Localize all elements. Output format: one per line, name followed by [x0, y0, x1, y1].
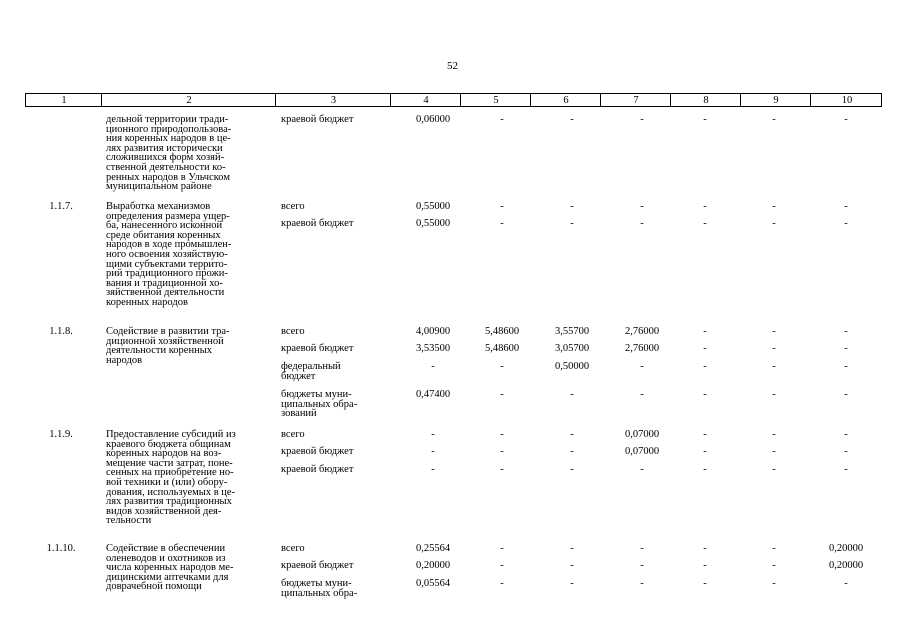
event-description-line: щими субъектами террито-	[106, 258, 228, 270]
event-description-line: тельности	[106, 515, 152, 527]
funding-value: -	[703, 389, 707, 400]
column-header-5: 5	[460, 94, 531, 106]
funding-value: -	[772, 464, 776, 475]
funding-value: -	[431, 429, 435, 440]
funding-value: -	[500, 543, 504, 554]
funding-value: -	[772, 578, 776, 589]
funding-source: бюджет	[281, 370, 316, 382]
funding-value: -	[570, 578, 574, 589]
funding-value: -	[640, 543, 644, 554]
event-description-line: оленеводов и охотников из	[106, 552, 226, 564]
funding-value: -	[570, 218, 574, 229]
funding-value: -	[703, 446, 707, 457]
funding-value: -	[772, 343, 776, 354]
funding-value: 0,07000	[624, 446, 660, 457]
funding-value: -	[570, 389, 574, 400]
event-description-line: доврачебной помощи	[106, 581, 202, 593]
funding-value: -	[570, 429, 574, 440]
funding-source: краевой бюджет	[281, 343, 354, 354]
funding-value: -	[844, 201, 848, 212]
funding-value: -	[640, 389, 644, 400]
funding-value: -	[500, 446, 504, 457]
event-description-line: коренных народов на воз-	[106, 448, 222, 460]
funding-value: -	[570, 464, 574, 475]
funding-value: 4,00900	[415, 326, 451, 337]
funding-value: 3,55700	[554, 326, 590, 337]
funding-value: -	[844, 464, 848, 475]
event-description-line: определения размера ущер-	[106, 210, 230, 222]
funding-source: краевой бюджет	[281, 446, 354, 457]
event-description-line: мещение части затрат, поне-	[106, 457, 233, 469]
funding-source: бюджеты муни-	[281, 389, 352, 400]
funding-value: -	[844, 389, 848, 400]
funding-value: -	[703, 464, 707, 475]
funding-value: -	[500, 429, 504, 440]
event-description-line: видов хозяйственной дея-	[106, 505, 222, 517]
event-description-line: ственной деятельности ко-	[106, 162, 226, 173]
funding-source: всего	[281, 429, 305, 440]
funding-value: -	[570, 560, 574, 571]
funding-value: -	[640, 464, 644, 475]
column-header-7: 7	[600, 94, 671, 106]
funding-value: 3,53500	[415, 343, 451, 354]
funding-source: всего	[281, 201, 305, 212]
funding-value: -	[500, 389, 504, 400]
funding-value: -	[500, 560, 504, 571]
event-description-line: Выработка механизмов	[106, 201, 211, 212]
event-description-line: рий традиционного прожи-	[106, 268, 228, 280]
funding-value: -	[772, 201, 776, 212]
funding-value: 0,47400	[415, 389, 451, 400]
page-number: 52	[447, 60, 458, 72]
event-description-line: сенных на приобретение но-	[106, 467, 234, 479]
funding-value: 0,20000	[828, 543, 864, 554]
event-description-line: зяйственной деятельности	[106, 287, 225, 299]
funding-value: 0,55000	[415, 201, 451, 212]
funding-value: -	[844, 326, 848, 337]
funding-value: -	[500, 201, 504, 212]
funding-value: -	[703, 343, 707, 354]
event-description-line: коренных народов	[106, 297, 188, 308]
event-description-line: Содействие в обеспечении	[106, 543, 226, 554]
funding-value: 3,05700	[554, 343, 590, 354]
funding-value: -	[772, 446, 776, 457]
funding-value: -	[772, 389, 776, 400]
funding-value: -	[844, 114, 848, 125]
funding-value: 2,76000	[624, 343, 660, 354]
funding-value: -	[703, 218, 707, 229]
funding-value: -	[500, 464, 504, 475]
funding-value: -	[772, 560, 776, 571]
funding-value: -	[772, 326, 776, 337]
funding-source: всего	[281, 543, 305, 554]
event-description-line: ного освоения хозяйствую-	[106, 249, 228, 260]
funding-value: -	[844, 343, 848, 354]
event-description-line: диционной хозяйственной	[106, 335, 224, 347]
event-description-line: вой техники и (или) обору-	[106, 477, 228, 488]
event-description-line: краевого бюджета общинам	[106, 438, 231, 450]
funding-value: -	[703, 543, 707, 554]
funding-value: -	[844, 446, 848, 457]
funding-value: -	[703, 201, 707, 212]
funding-value: -	[640, 560, 644, 571]
funding-value: -	[844, 218, 848, 229]
column-header-1: 1	[61, 95, 67, 106]
funding-value: -	[844, 429, 848, 440]
funding-source: краевой бюджет	[281, 560, 354, 571]
event-description-line: сложившихся форм хозяй-	[106, 152, 225, 164]
funding-value: -	[703, 361, 707, 372]
funding-value: -	[640, 201, 644, 212]
funding-source: ципальных обра-	[281, 587, 358, 599]
funding-value: -	[772, 218, 776, 229]
funding-value: -	[640, 578, 644, 589]
event-description-line: ционного природопользова-	[106, 123, 232, 135]
funding-source: ципальных обра-	[281, 398, 358, 410]
funding-value: -	[431, 464, 435, 475]
funding-value: 5,48600	[484, 343, 520, 354]
event-description-line: Предоставление субсидий из	[106, 429, 236, 440]
funding-value: -	[500, 578, 504, 589]
funding-value: -	[703, 429, 707, 440]
event-description-line: среде обитания коренных	[106, 229, 221, 241]
funding-source: краевой бюджет	[281, 464, 354, 475]
funding-value: -	[703, 114, 707, 125]
column-header-3: 3	[275, 94, 391, 106]
funding-value: -	[772, 429, 776, 440]
event-description-line: ренных народов в Ульчском	[106, 171, 230, 183]
funding-source: федеральный	[281, 361, 341, 372]
funding-value: -	[500, 114, 504, 125]
funding-source: краевой бюджет	[281, 114, 354, 125]
event-description-line: Содействие в развитии тра-	[106, 326, 230, 337]
row-number: 1.1.7.	[49, 201, 73, 212]
funding-value: -	[703, 326, 707, 337]
column-header-8: 8	[670, 94, 741, 106]
funding-value: 0,25564	[415, 543, 451, 554]
funding-value: 5,48600	[484, 326, 520, 337]
funding-value: 0,20000	[828, 560, 864, 571]
funding-value: -	[772, 361, 776, 372]
funding-source: всего	[281, 326, 305, 337]
event-description-line: деятельности коренных	[106, 345, 213, 357]
funding-value: -	[570, 446, 574, 457]
funding-value: -	[570, 543, 574, 554]
funding-value: -	[640, 114, 644, 125]
column-header-10: 10	[810, 94, 883, 106]
funding-value: -	[640, 218, 644, 229]
event-description-line: народов в ходе промышлен-	[106, 239, 232, 251]
funding-value: -	[640, 361, 644, 372]
funding-value: 0,07000	[624, 429, 660, 440]
funding-value: -	[500, 361, 504, 372]
funding-value: 0,20000	[415, 560, 451, 571]
event-description-line: народов	[106, 354, 143, 366]
row-number: 1.1.9.	[49, 429, 73, 440]
funding-value: -	[844, 361, 848, 372]
event-description-line: ния коренных народов в це-	[106, 133, 231, 145]
event-description-line: лях развития традиционных	[106, 496, 232, 508]
funding-value: -	[703, 578, 707, 589]
row-number: 1.1.10.	[46, 543, 76, 554]
funding-value: -	[570, 201, 574, 212]
event-description-line: ба, нанесенного исконной	[106, 220, 223, 232]
row-number: 1.1.8.	[49, 326, 73, 337]
funding-value: 0,50000	[554, 361, 590, 372]
event-description-line: числа коренных народов ме-	[106, 562, 234, 574]
column-header-9: 9	[740, 94, 811, 106]
funding-source: краевой бюджет	[281, 218, 354, 229]
funding-value: 0,06000	[415, 114, 451, 125]
funding-value: -	[703, 560, 707, 571]
event-description-line: вания и традиционной хо-	[106, 277, 223, 289]
event-description-line: лях развития исторически	[106, 142, 223, 154]
event-description-line: дицинскими аптечками для	[106, 571, 229, 583]
event-description-line: муниципальном районе	[106, 181, 212, 193]
funding-value: 2,76000	[624, 326, 660, 337]
funding-value: -	[772, 114, 776, 125]
column-header-2: 2	[101, 94, 276, 106]
event-description-line: дования, используемых в це-	[106, 486, 236, 498]
funding-value: 0,05564	[415, 578, 451, 589]
column-header-4: 4	[390, 94, 461, 106]
funding-value: -	[772, 543, 776, 554]
funding-value: -	[431, 361, 435, 372]
funding-value: -	[431, 446, 435, 457]
funding-source: бюджеты муни-	[281, 578, 352, 589]
funding-value: 0,55000	[415, 218, 451, 229]
table-header	[25, 93, 882, 107]
funding-value: -	[570, 114, 574, 125]
funding-value: -	[844, 578, 848, 589]
funding-value: -	[500, 218, 504, 229]
event-description-line: дельной территории тради-	[106, 114, 229, 125]
column-header-6: 6	[530, 94, 601, 106]
funding-source: зований	[281, 408, 317, 420]
